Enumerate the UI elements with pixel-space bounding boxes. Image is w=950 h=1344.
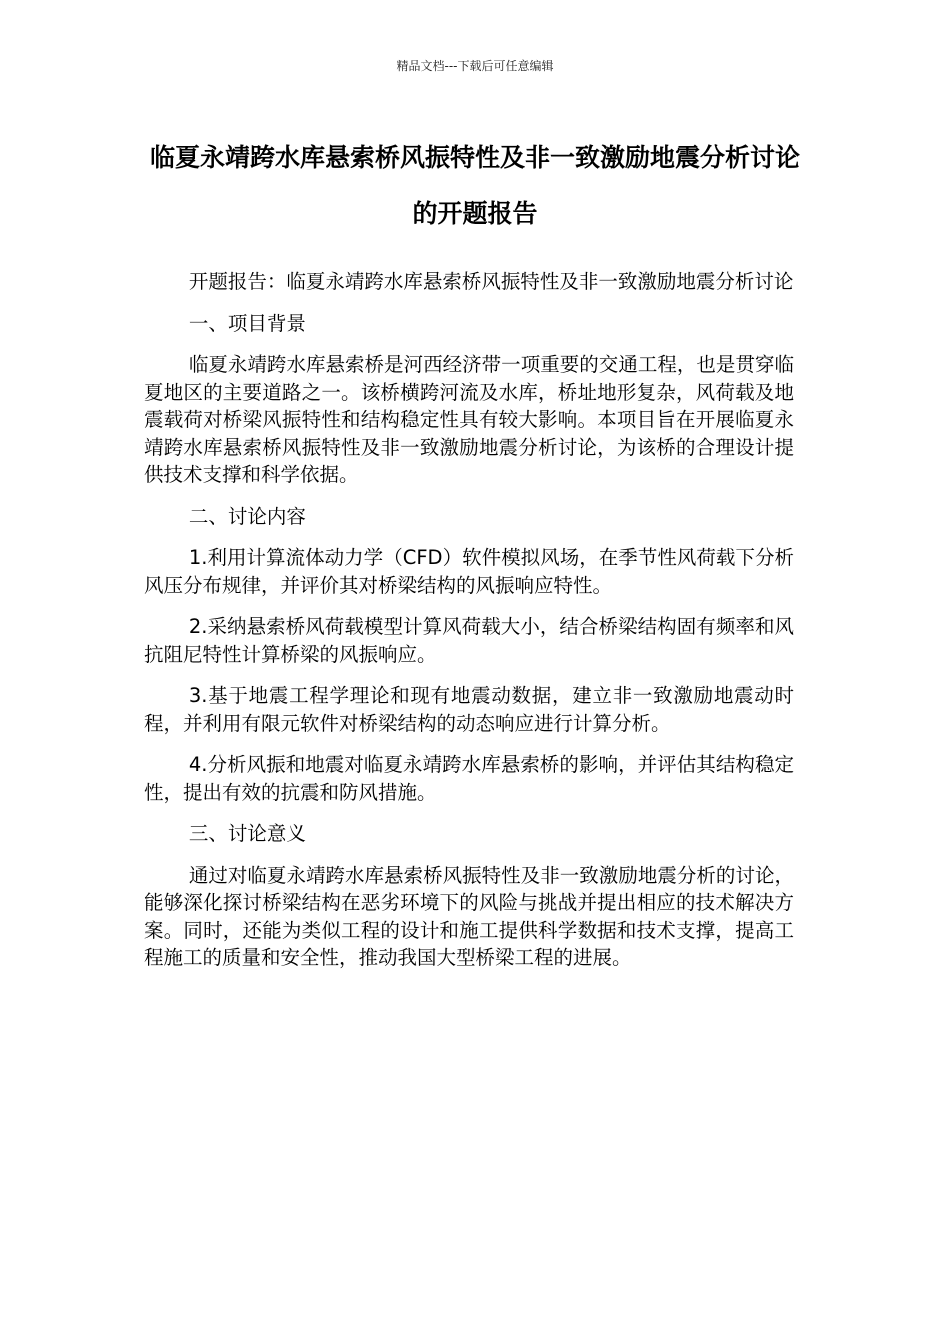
section-heading-content: 二、讨论内容	[188, 504, 306, 528]
intro-paragraph: 开题报告：临夏永靖跨水库悬索桥风振特性及非一致激励地震分析讨论	[188, 270, 794, 293]
content-item-2: 2.采纳悬索桥风荷载模型计算风荷载大小，结合桥梁结构固有频率和风抗阻尼特性计算桥梁的风振响应。	[144, 615, 794, 666]
document-body	[144, 268, 794, 986]
content-item-4: 4.分析风振和地震对临夏永靖跨水库悬索桥的影响，并评估其结构稳定性，提出有效的抗震和防风措施。	[144, 753, 794, 804]
header-note: 精品文档---下载后可任意编辑	[396, 59, 554, 73]
section-heading-significance: 三、讨论意义	[188, 822, 306, 845]
significance-paragraph: 通过对临夏永靖跨水库悬索桥风振特性及非一致激励地震分析的讨论，能够深化探讨桥梁结构在恶劣环境下的风险与挑战并提出相应的技术解决方案。同时，还能为类似工程的设计和施工提供科学数据和技术支撑，提高工程施工的质量和安全性，推动我国大型桥梁工程的进展。	[144, 863, 794, 969]
content-item-1: 1.利用计算流体动力学（CFD）软件模拟风场，在季节性风荷载下分析风压分布规律，并评价其对桥梁结构的风振响应特性。	[144, 546, 794, 597]
document-title: 临夏永靖跨水库悬索桥风振特性及非一致激励地震分析讨论的开题报告	[149, 143, 800, 228]
content-item-3: 3.基于地震工程学理论和现有地震动数据，建立非一致激励地震动时程，并利用有限元软件对桥梁结构的动态响应进行计算分析。	[144, 684, 794, 735]
background-paragraph: 临夏永靖跨水库悬索桥是河西经济带一项重要的交通工程，也是贯穿临夏地区的主要道路之一。该桥横跨河流及水库，桥址地形复杂，风荷载及地震载荷对桥梁风振特性和结构稳定性具有较大影响。本项目旨在开展临夏永靖跨水库悬索桥风振特性及非一致激励地震分析讨论，为该桥的合理设计提供技术支撑和科学依据。	[144, 353, 794, 486]
section-heading-background: 一、项目背景	[188, 311, 306, 335]
